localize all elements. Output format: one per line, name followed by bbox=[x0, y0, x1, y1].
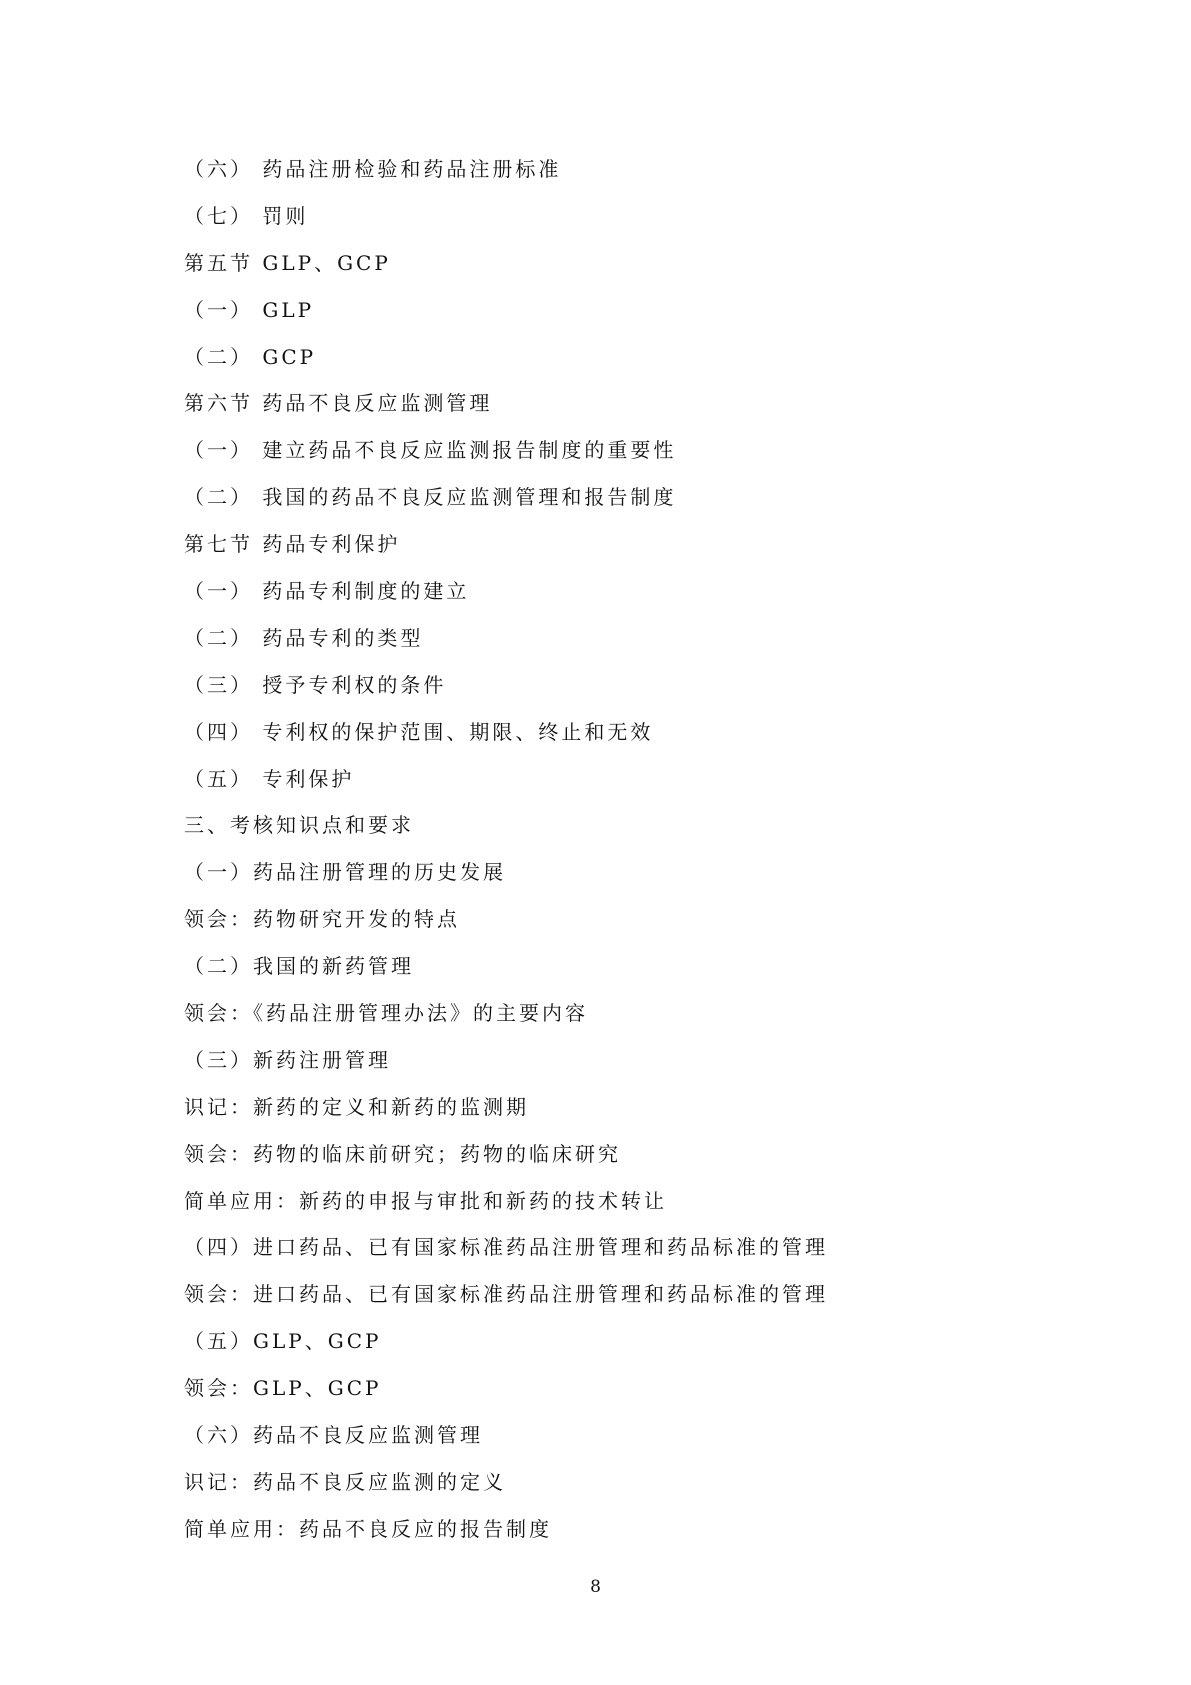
section-heading: 第六节 药品不良反应监测管理 bbox=[184, 391, 493, 416]
topic-heading: （一）药品注册管理的历史发展 bbox=[184, 860, 506, 885]
section-item: （四） 专利权的保护范围、期限、终止和无效 bbox=[184, 719, 654, 744]
requirement-line: 领会：药物的临床前研究；药物的临床研究 bbox=[184, 1141, 621, 1166]
section-item: （一） 建立药品不良反应监测报告制度的重要性 bbox=[184, 438, 677, 463]
section-item: （一） 药品专利制度的建立 bbox=[184, 579, 470, 604]
requirement-line: 简单应用：新药的申报与审批和新药的技术转让 bbox=[184, 1188, 667, 1213]
topic-heading: （六）药品不良反应监测管理 bbox=[184, 1423, 483, 1448]
document-body bbox=[184, 154, 828, 1561]
requirement-line: 识记：新药的定义和新药的监测期 bbox=[184, 1094, 529, 1119]
requirement-line: 简单应用：药品不良反应的报告制度 bbox=[184, 1516, 552, 1541]
section-item: （二） GCP bbox=[184, 344, 317, 369]
requirement-line: 领会：进口药品、已有国家标准药品注册管理和药品标准的管理 bbox=[184, 1282, 828, 1307]
topic-heading: （三）新药注册管理 bbox=[184, 1047, 391, 1072]
part-heading: 三、考核知识点和要求 bbox=[184, 813, 414, 838]
section-item: （一） GLP bbox=[184, 297, 315, 322]
section-item: （七） 罚则 bbox=[184, 203, 309, 228]
section-item: （三） 授予专利权的条件 bbox=[184, 672, 447, 697]
section-item: （二） 药品专利的类型 bbox=[184, 625, 424, 650]
section-heading: 第五节 GLP、GCP bbox=[184, 250, 391, 275]
requirement-line: 识记：药品不良反应监测的定义 bbox=[184, 1469, 506, 1494]
page-number: 8 bbox=[590, 1577, 601, 1597]
topic-heading: （五）GLP、GCP bbox=[184, 1329, 382, 1354]
topic-heading: （二）我国的新药管理 bbox=[184, 954, 414, 979]
section-item: （二） 我国的药品不良反应监测管理和报告制度 bbox=[184, 485, 677, 510]
requirement-line: 领会：GLP、GCP bbox=[184, 1376, 382, 1401]
section-item: （五） 专利保护 bbox=[184, 766, 355, 791]
section-heading: 第七节 药品专利保护 bbox=[184, 532, 401, 557]
topic-heading: （四）进口药品、已有国家标准药品注册管理和药品标准的管理 bbox=[184, 1235, 828, 1260]
section-item: （六） 药品注册检验和药品注册标准 bbox=[184, 157, 562, 181]
requirement-line: 领会：药物研究开发的特点 bbox=[184, 907, 460, 932]
requirement-line: 领会：《药品注册管理办法》的主要内容 bbox=[184, 1001, 588, 1026]
